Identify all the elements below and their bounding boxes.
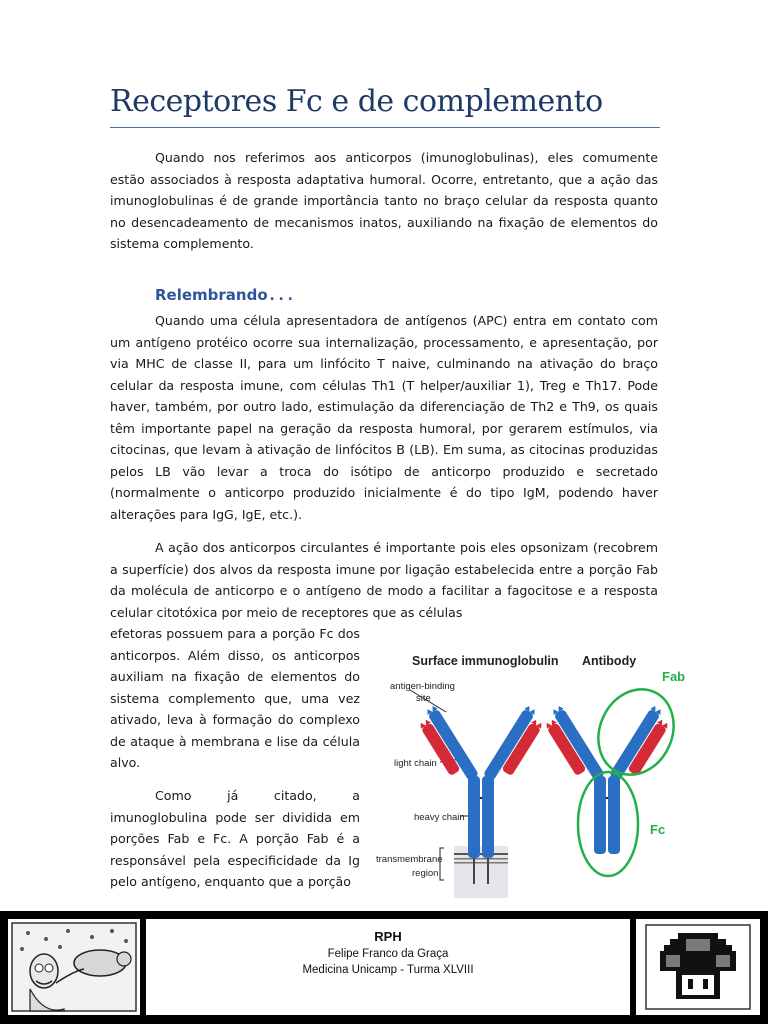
cited-paragraph: Como já citado, a imunoglobulina pode ser dividida em porções Fab e Fc. A porção Fab é a responsável pela especificidade da Ig pelo antígeno, enquanto que a porção: [110, 788, 360, 889]
label-light-chain: light chain: [394, 758, 437, 769]
footer-author: Felipe Franco da Graça: [327, 948, 449, 960]
section-heading: [155, 286, 295, 304]
label-site: site: [416, 693, 431, 704]
action-paragraph-continued: efetoras possuem para a porção Fc dos anticorpos. Além disso, os anticorpos auxiliam na fixação de elementos do sistema complemento que, uma vez ativado, leva à formação do complexo de ataque à membrana e lise da célula alvo.: [110, 626, 360, 770]
antibody-stem-right: [608, 776, 620, 854]
antibody-diagram: [540, 677, 687, 876]
title-divider: [110, 127, 660, 128]
recap-paragraph: Quando uma célula apresentadora de antígenos (APC) entra em contato com um antígeno protéico ocorre sua internalização, processamento, e apresentação, por via MHC de classe II, para um linfócito T naive, culminando na ativação do braço celular da resposta imune, com células Th1 (T helper/auxiliar 1), Treg e Th17. Pode haver, também, por outro lado, estimulação da diferenciação de Th2 e Th9, os quais têm importante papel na geração da resposta humoral, por gerarem estímulos, via citocinas, que levam à ativação de linfócitos B (LB). Em suma, as citocinas produzidas pelos LB vão levar a troca do isótipo de anticorpo produzido e secretado (normalmente o anticorpo produzido inicialmente é do tipo IgM, podendo haver alterações para IgG, IgE, etc.).: [110, 313, 658, 522]
label-heavy-chain: heavy chain: [414, 812, 465, 823]
antibody-stem-left: [594, 776, 606, 854]
heavy-chain-stem-left: [468, 776, 480, 858]
action-paragraph: A ação dos anticorpos circulantes é importante pois eles opsonizam (recobrem a superfície) dos alvos da resposta imune por ligação estabelecida entre a porção Fab da molécula de anticorpo e o antígeno de modo a facilitar a fagocitose e a resposta celular citotóxica por meio de receptores que as células: [110, 540, 658, 620]
footer-course: Medicina Unicamp - Turma XLVIII: [302, 964, 474, 976]
label-antigen-binding: antigen-binding: [390, 681, 455, 692]
label-region: region: [412, 868, 439, 879]
section-heading-text: Relembrando: [155, 286, 268, 304]
footer-cartoon-image: [8, 919, 140, 1015]
footer-title: RPH: [374, 929, 402, 944]
heavy-chain-stem-right: [482, 776, 494, 858]
antibody-figure: [368, 648, 708, 900]
label-antibody: Antibody: [582, 654, 637, 668]
label-fc: Fc: [650, 822, 666, 837]
intro-paragraph: Quando nos referimos aos anticorpos (imunoglobulinas), eles comumente estão associados à resposta adaptativa humoral. Ocorre, entretanto, que a ação das imunoglobulinas é de grande importância tanto no braço celular da resposta quanto no desencadeamento de mecanismos inatos, auxiliando na fixação de elementos do sistema complemento.: [110, 150, 658, 251]
pixel-mushroom-illustration: [636, 919, 760, 1015]
label-transmembrane: transmembrane: [376, 854, 443, 865]
footer-mushroom-image: [636, 919, 760, 1015]
footer-credits: [146, 919, 630, 1015]
cartoon-illustration: [8, 919, 140, 1015]
label-surface-immunoglobulin: Surface immunoglobulin: [412, 654, 559, 668]
label-fab: Fab: [662, 669, 686, 684]
cell-membrane: [454, 846, 508, 898]
page-title: Receptores Fc e de complemento: [110, 84, 603, 119]
section-heading-dots: ...: [267, 286, 295, 304]
